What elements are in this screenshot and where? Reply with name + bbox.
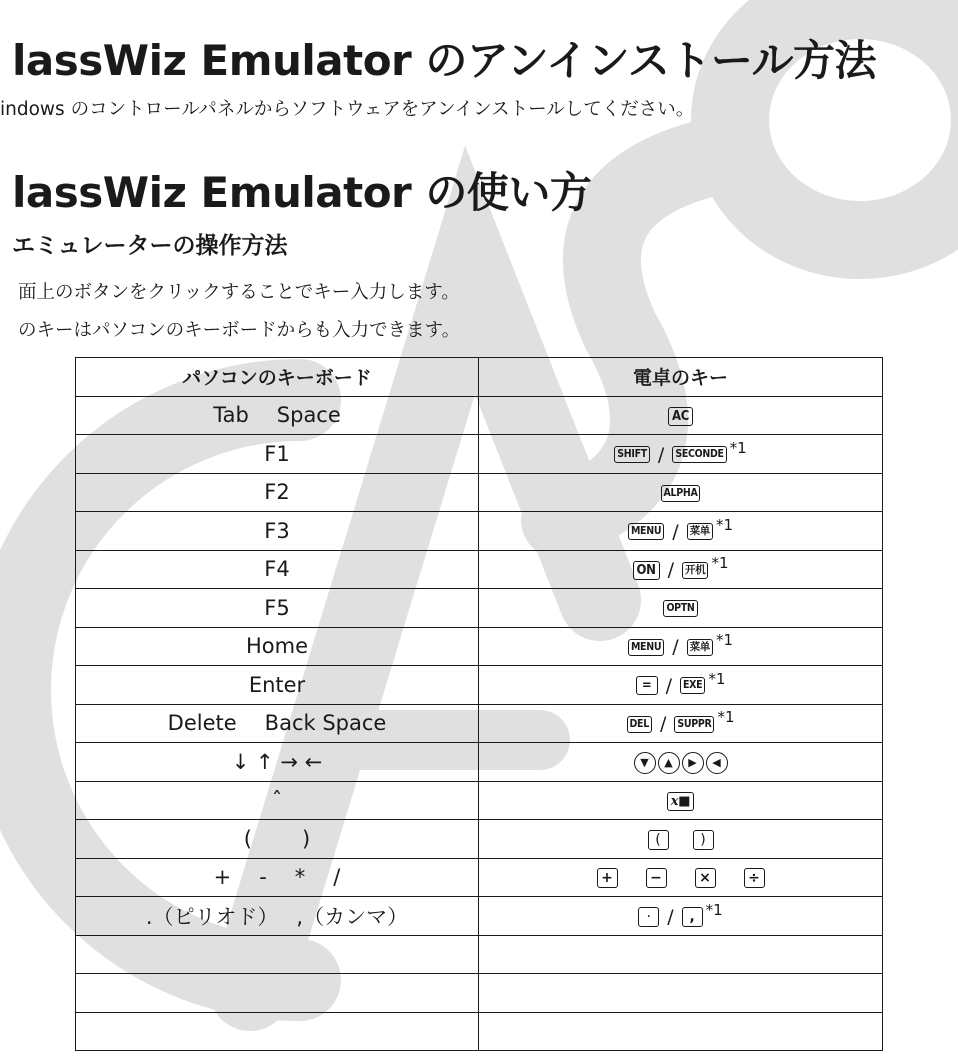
calculator-key-menu: MENU (628, 639, 664, 656)
key-mapping-table (75, 357, 883, 1051)
calculator-key-cell (479, 473, 883, 512)
arrow-right-icon: ▶ (682, 752, 704, 774)
calculator-key-open-paren: ( (648, 830, 669, 850)
keyboard-arrow-keys: ↓ ↑ → ← (231, 749, 323, 774)
keyboard-key: ,（カンマ） (296, 904, 409, 929)
table-row (76, 435, 883, 474)
table-row (76, 897, 883, 936)
table-row-empty (76, 935, 883, 974)
calculator-key-equals: = (636, 676, 658, 695)
keyboard-key: - (259, 865, 267, 890)
keyboard-key: * (294, 865, 306, 890)
calculator-key-cell (479, 512, 883, 551)
calculator-key-multiply: × (695, 868, 716, 888)
keyboard-cell (76, 935, 479, 974)
keyboard-key: Space (276, 403, 341, 428)
keyboard-cell (76, 974, 479, 1013)
usage-paragraph-1: 面上のボタンをクリックすることでキー入力します。 (18, 282, 460, 303)
table-row (76, 704, 883, 743)
header-calculator-keys: 電卓のキー (479, 358, 883, 397)
keyboard-cell (76, 627, 479, 666)
slash-separator: / (657, 443, 665, 466)
calculator-key-minus: − (646, 868, 667, 888)
usage-paragraph-2: のキーはパソコンのキーボードからも入力できます。 (18, 320, 461, 341)
calculator-key-cell (479, 396, 883, 435)
table-row (76, 781, 883, 820)
calculator-key-del: DEL (627, 716, 652, 733)
calculator-key-cell (479, 743, 883, 782)
keyboard-cell (76, 781, 479, 820)
slash-separator: / (667, 905, 674, 928)
calculator-key-plus: + (597, 868, 618, 888)
keyboard-key: F5 (264, 595, 290, 620)
keyboard-key: ( (243, 826, 252, 851)
table-row (76, 820, 883, 859)
slash-separator: / (672, 520, 679, 543)
keyboard-cell (76, 435, 479, 474)
table-row (76, 550, 883, 589)
calculator-key-cell (479, 897, 883, 936)
keyboard-key: / (333, 865, 341, 890)
table-row (76, 743, 883, 782)
slash-separator: / (665, 674, 673, 697)
operation-subheading: エミュレーターの操作方法 (12, 233, 288, 259)
keyboard-key: Home (245, 634, 308, 659)
keyboard-key: F1 (264, 441, 290, 466)
keyboard-cell (76, 589, 479, 628)
footnote-mark: *1 (716, 515, 734, 534)
arrow-up-icon: ▲ (658, 752, 680, 774)
calculator-key-cell (479, 435, 883, 474)
arrow-down-icon: ▼ (634, 752, 656, 774)
keyboard-cell (76, 743, 479, 782)
table-row-empty (76, 974, 883, 1013)
calculator-key-suppr: SUPPR (674, 716, 714, 733)
keyboard-key: + (213, 865, 232, 890)
arrow-left-icon: ◀ (706, 752, 728, 774)
uninstall-heading: lassWiz Emulator のアンインストール方法 (12, 36, 877, 85)
calculator-key-shift: SHIFT (614, 446, 650, 463)
calculator-key-cell (479, 589, 883, 628)
calculator-key-on-cn: 开机 (682, 562, 708, 579)
table-header-row (76, 358, 883, 397)
calculator-key-cell (479, 627, 883, 666)
footnote-mark: *1 (708, 669, 726, 688)
calculator-key-cell (479, 858, 883, 897)
keyboard-key: F4 (264, 557, 290, 582)
keyboard-cell (76, 1012, 479, 1051)
table-row (76, 589, 883, 628)
footnote-mark: *1 (716, 631, 734, 650)
calculator-key-menu: MENU (628, 523, 664, 540)
calculator-key-divide: ÷ (744, 868, 765, 888)
keyboard-cell (76, 550, 479, 589)
slash-separator: / (667, 559, 675, 582)
calculator-key-alpha: ALPHA (661, 485, 701, 502)
footnote-mark: *1 (711, 554, 729, 573)
keyboard-key: F2 (264, 480, 290, 505)
table-row (76, 473, 883, 512)
calculator-key-cell (479, 974, 883, 1013)
calculator-key-ac: AC (668, 407, 693, 426)
table-row (76, 512, 883, 551)
calculator-key-cell (479, 781, 883, 820)
keyboard-key: Enter (248, 672, 306, 697)
keyboard-cell (76, 396, 479, 435)
keyboard-key: Tab (213, 403, 249, 428)
footnote-mark: *1 (717, 708, 735, 727)
table-row-empty (76, 1012, 883, 1051)
keyboard-key: Delete (167, 711, 237, 736)
calculator-key-close-paren: ) (693, 830, 714, 850)
table-row (76, 396, 883, 435)
keyboard-key: .（ピリオド） (145, 904, 279, 929)
header-keyboard: パソコンのキーボード (76, 358, 479, 397)
calculator-key-menu-cn: 菜单 (687, 639, 713, 656)
keyboard-cell (76, 473, 479, 512)
calculator-key-cell (479, 820, 883, 859)
calculator-key-cell (479, 704, 883, 743)
calculator-key-optn: OPTN (663, 600, 697, 617)
calculator-key-cell (479, 550, 883, 589)
calculator-key-menu-cn: 菜单 (687, 523, 713, 540)
table-row (76, 627, 883, 666)
calculator-key-exe: EXE (680, 677, 705, 694)
footnote-mark: *1 (729, 438, 747, 457)
keyboard-cell (76, 704, 479, 743)
usage-heading: lassWiz Emulator の使い方 (12, 168, 592, 217)
calculator-key-comma: , (682, 907, 703, 927)
calculator-key-on: ON (633, 561, 660, 580)
footnote-mark: *1 (705, 900, 723, 919)
uninstall-instructions: indows のコントロールパネルからソフトウェアをアンインストールしてください。 (0, 99, 695, 120)
keyboard-key: F3 (264, 518, 290, 543)
calculator-key-cell (479, 1012, 883, 1051)
table-row (76, 666, 883, 705)
calculator-key-power: x■ (667, 792, 694, 811)
calculator-key-cell (479, 935, 883, 974)
keyboard-cell (76, 666, 479, 705)
calculator-key-seconde: SECONDE (672, 446, 726, 463)
keyboard-cell (76, 858, 479, 897)
keyboard-cell (76, 897, 479, 936)
keyboard-cell (76, 820, 479, 859)
keyboard-key: Back Space (264, 711, 387, 736)
keyboard-key: ˆ (271, 788, 283, 813)
table-row (76, 858, 883, 897)
calculator-key-decimal: · (638, 907, 659, 927)
keyboard-cell (76, 512, 479, 551)
slash-separator: / (659, 713, 667, 736)
slash-separator: / (672, 636, 679, 659)
keyboard-key: ) (302, 826, 311, 851)
calculator-key-cell (479, 666, 883, 705)
